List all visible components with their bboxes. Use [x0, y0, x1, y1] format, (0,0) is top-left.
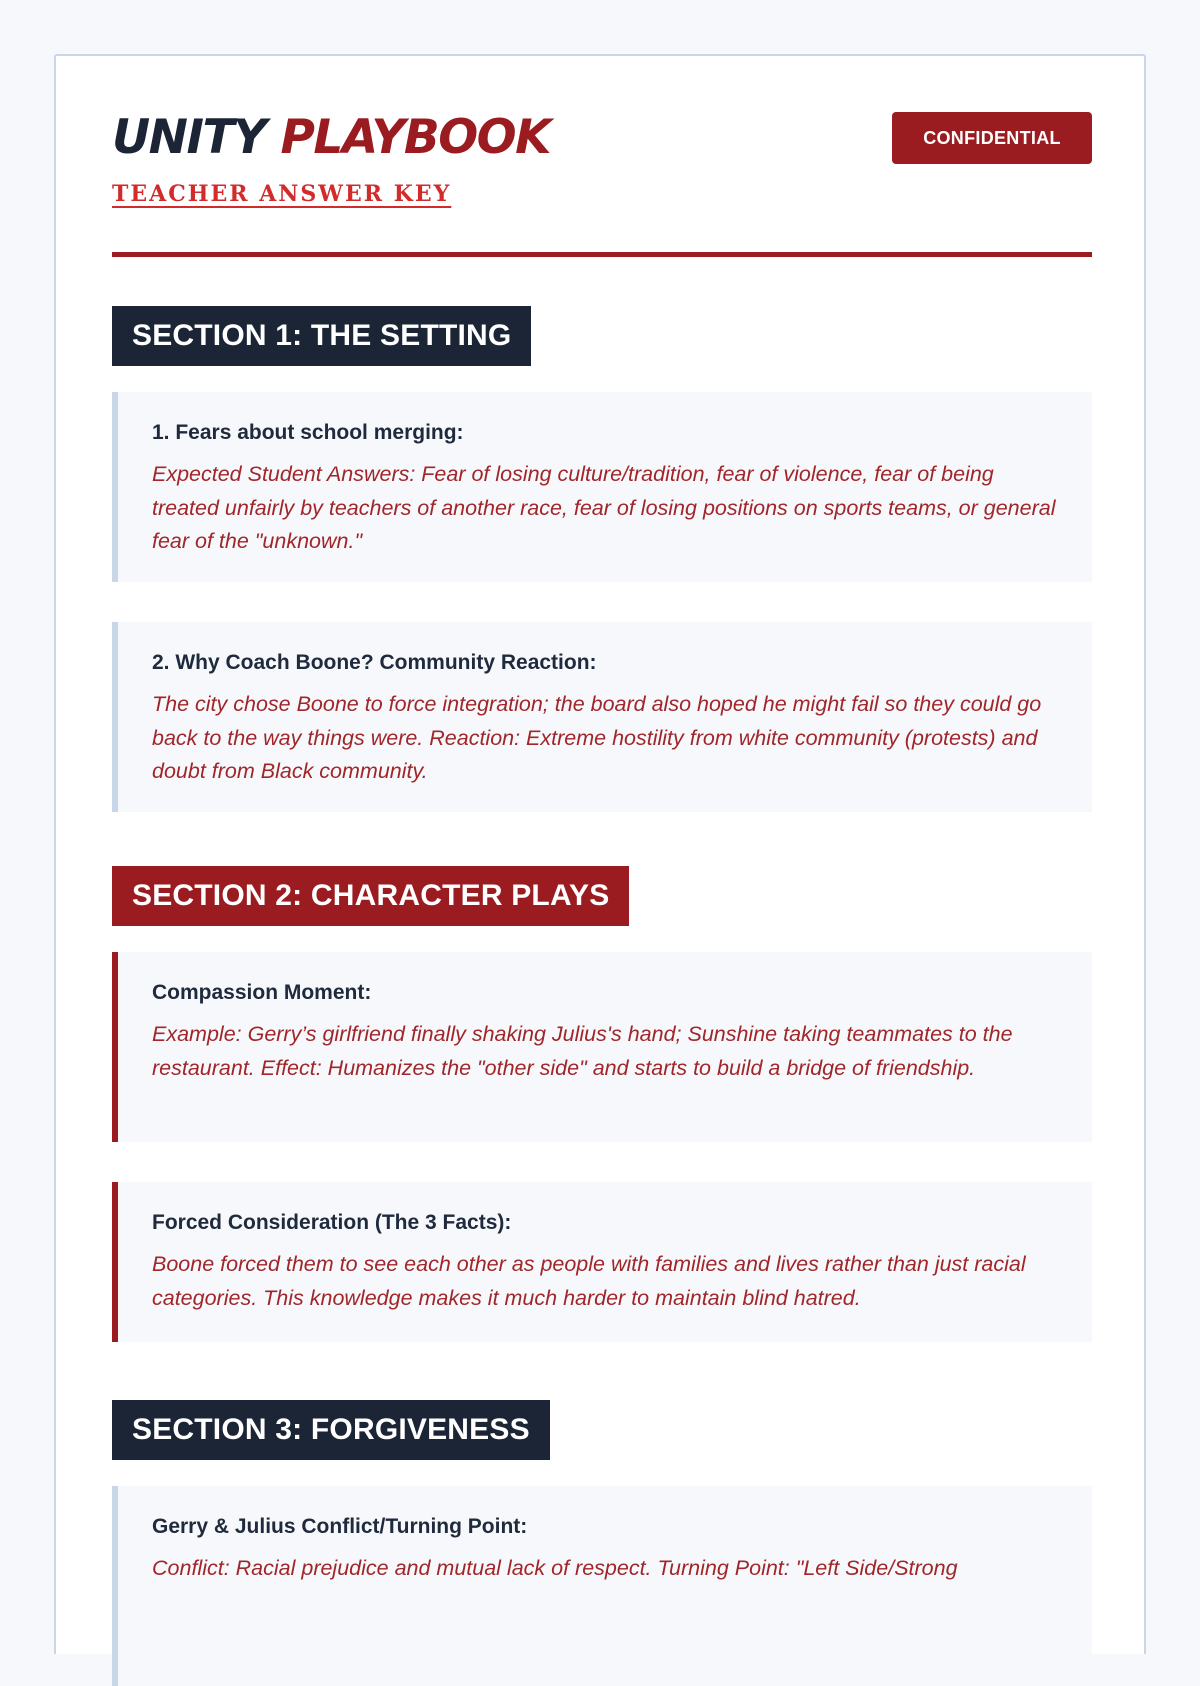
title-word-unity: UNITY — [112, 110, 266, 165]
question-text: 1. Fears about school merging: — [152, 421, 464, 444]
answer-text: The city chose Boone to force integration; the board also hoped he might fail so they could go back to the way things were. Reaction: Extreme hostility from white community (protests) and doubt from Black community. — [152, 692, 1042, 783]
section-3-label: SECTION 3: FORGIVENESS — [112, 1400, 550, 1460]
answer-card — [112, 1486, 1092, 1686]
answer-text: Example: Gerry’s girlfriend finally shaking Julius's hand; Sunshine taking teammates to the restaurant. Effect: Humanizes the "other side" and starts to build a bridge of friendship. — [152, 1022, 1013, 1080]
answer-card — [112, 622, 1092, 812]
section-2-label: SECTION 2: CHARACTER PLAYS — [112, 866, 629, 926]
answer-text: Expected Student Answers: Fear of losing culture/tradition, fear of violence, fear of being treated unfairly by teachers of another race, fear of losing positions on sports teams, or general fear of the "unknown." — [152, 462, 1056, 553]
answer-card — [112, 1182, 1092, 1342]
document-title — [112, 110, 550, 166]
answer-text: Boone forced them to see each other as people with families and lives rather than just racial categories. This knowledge makes it much harder to maintain blind hatred. — [152, 1252, 1026, 1310]
answer-card — [112, 392, 1092, 582]
question-text: Compassion Moment: — [152, 981, 372, 1004]
answer-card — [112, 952, 1092, 1142]
answer-text: Conflict: Racial prejudice and mutual lack of respect. Turning Point: "Left Side/Strong — [152, 1556, 958, 1580]
question-text: 2. Why Coach Boone? Community Reaction: — [152, 651, 597, 674]
title-word-playbook: PLAYBOOK — [280, 110, 551, 165]
document-subtitle: TEACHER ANSWER KEY — [112, 181, 452, 207]
question-text: Forced Consideration (The 3 Facts): — [152, 1211, 512, 1234]
header-divider — [112, 252, 1092, 257]
page-content — [112, 56, 1092, 1580]
confidential-badge: CONFIDENTIAL — [892, 112, 1092, 164]
document-header — [112, 56, 1092, 256]
question-text: Gerry & Julius Conflict/Turning Point: — [152, 1515, 528, 1538]
answer-key-page — [54, 54, 1146, 1654]
section-1-label: SECTION 1: THE SETTING — [112, 306, 531, 366]
